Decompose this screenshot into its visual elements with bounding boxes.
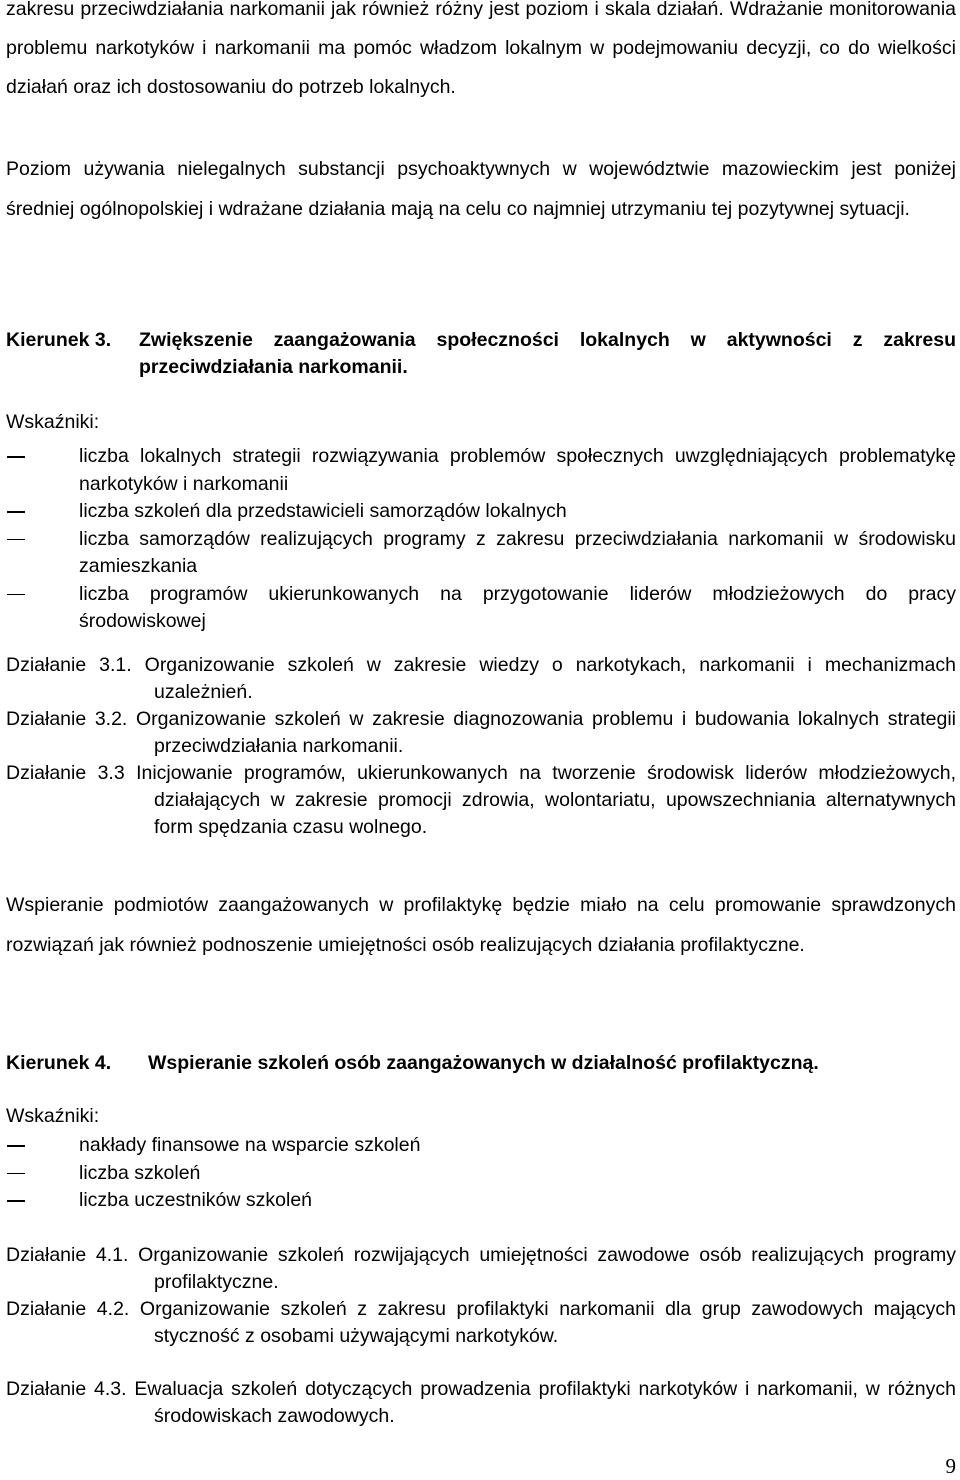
wskazniki-list — [6, 1132, 956, 1215]
wskazniki-list — [6, 443, 956, 636]
kierunek-label: Kierunek 3. — [6, 329, 112, 351]
list-item: liczba szkoleń dla przedstawicieli samorządów lokalnych — [6, 498, 956, 526]
list-item: liczba uczestników szkoleń — [6, 1187, 956, 1215]
wskazniki-3 — [6, 409, 956, 636]
list-item: liczba samorządów realizujących programy z zakresu przeciwdziałania narkomanii w środowisku zamieszkania — [6, 526, 956, 581]
dzialanie-item: Działanie 4.1. Organizowanie szkoleń rozwijających umiejętności zawodowe osób realizujących programy profilaktyczne. — [6, 1244, 956, 1293]
kierunek-4-heading — [6, 1050, 956, 1077]
dzialanie-item: Działanie 4.3. Ewaluacja szkoleń dotyczących prowadzenia profilaktyki narkotyków i narkomanii, w różnych środowiskach zawodowych. — [6, 1378, 956, 1427]
dzialanie-item: Działanie 3.3 Inicjowanie programów, ukierunkowanych na tworzenie środowisk liderów młodzieżowych, działających w zakresie promocji zdrowia, wolontariatu, upowszechniania alternatywnych form spędzania czasu wolnego. — [6, 762, 956, 838]
page-number: 9 — [945, 1454, 956, 1478]
dzialanie-item: Działanie 4.2. Organizowanie szkoleń z zakresu profilaktyki narkomanii dla grup zawodowych mających styczność z osobami używającymi narkotyków. — [6, 1298, 956, 1347]
dzialanie-item: Działanie 3.2. Organizowanie szkoleń w zakresie diagnozowania problemu i budowania lokalnych strategii przeciwdziałania narkomanii. — [6, 708, 956, 757]
dash-bullet-icon — [7, 1200, 25, 1202]
dash-bullet-icon — [7, 539, 25, 541]
dash-bullet-icon — [7, 1173, 25, 1175]
kierunek-title: Zwiększenie zaangażowania społeczności lokalnych w aktywności z zakresu przeciwdziałania narkomanii. — [139, 329, 956, 378]
paragraph-poziom — [6, 149, 956, 229]
dash-bullet-icon — [7, 594, 25, 596]
kierunek-title: Wspieranie szkoleń osób zaangażowanych w działalność profilaktyczną. — [148, 1052, 819, 1074]
paragraph-text: Poziom używania nielegalnych substancji psychoaktywnych w województwie mazowieckim jest poniżej średniej ogólnopolskiej i wdrażane działania mają na celu co najmniej utrzymaniu tej pozytywnej sytuacji. — [6, 158, 956, 220]
dash-bullet-icon — [7, 511, 25, 513]
list-item: liczba programów ukierunkowanych na przygotowanie liderów młodzieżowych do pracy środowiskowej — [6, 581, 956, 636]
dash-bullet-icon — [7, 456, 25, 458]
list-item: liczba lokalnych strategii rozwiązywania problemów społecznych uwzględniających problematykę narkotyków i narkomanii — [6, 443, 956, 498]
paragraph-intro — [6, 0, 956, 107]
paragraph-text: Wspieranie podmiotów zaangażowanych w profilaktykę będzie miało na celu promowanie sprawdzonych rozwiązań jak również podnoszenie umiejętności osób realizujących działania profilaktyczne. — [6, 894, 956, 956]
wskazniki-title: Wskaźniki: — [6, 411, 100, 433]
list-item: liczba szkoleń — [6, 1160, 956, 1188]
paragraph-wspieranie — [6, 885, 956, 965]
kierunek-3-heading — [6, 327, 956, 381]
wskazniki-title: Wskaźniki: — [6, 1105, 100, 1127]
list-item: nakłady finansowe na wsparcie szkoleń — [6, 1132, 956, 1160]
kierunek-label: Kierunek 4. — [6, 1052, 112, 1074]
paragraph-text: zakresu przeciwdziałania narkomanii jak również różny jest poziom i skala działań. Wdrażanie monitorowania problemu narkotyków i narkomanii ma pomóc władzom lokalnym w podejmowaniu decyzji, co do wielkości działań oraz ich dostosowaniu do potrzeb lokalnych. — [6, 0, 956, 98]
wskazniki-4 — [6, 1103, 956, 1215]
dzialanie-item: Działanie 3.1. Organizowanie szkoleń w zakresie wiedzy o narkotykach, narkomanii i mechanizmach uzależnień. — [6, 654, 956, 703]
dash-bullet-icon — [7, 1145, 25, 1147]
dzialania-4 — [6, 1242, 956, 1430]
dzialania-3 — [6, 652, 956, 841]
